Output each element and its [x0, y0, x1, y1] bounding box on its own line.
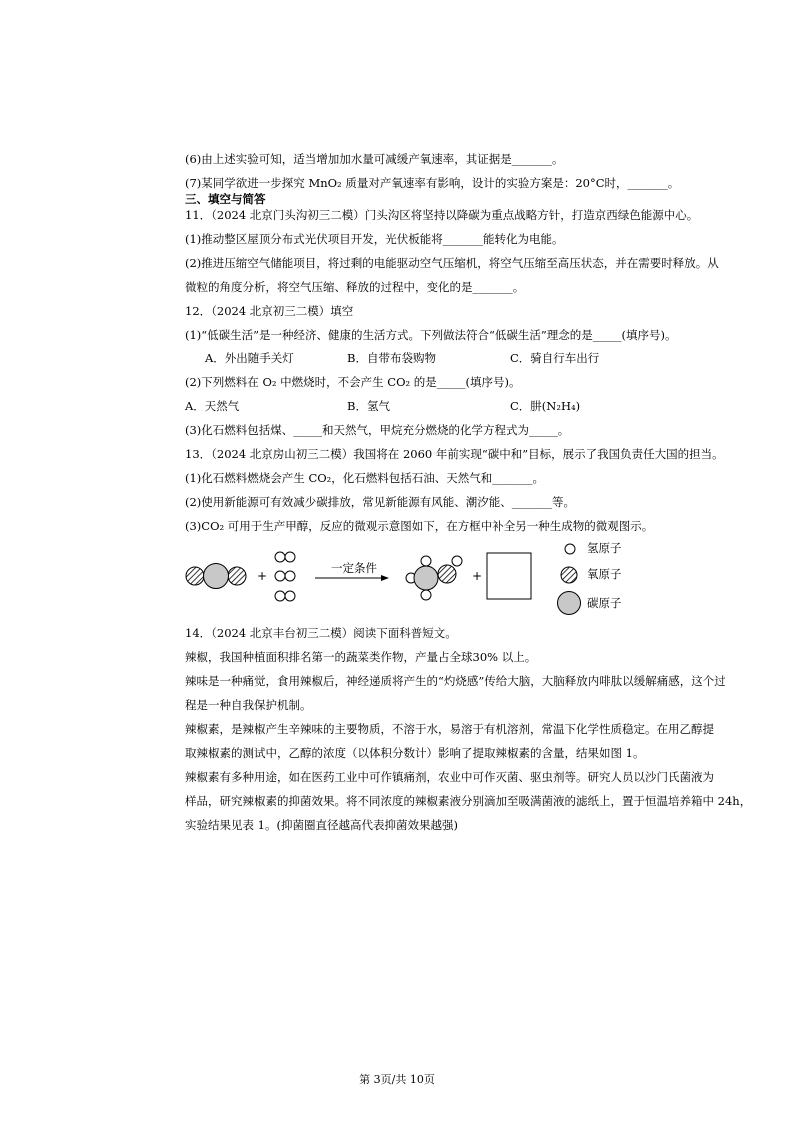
option-12-2-b: B．氢气	[347, 399, 390, 413]
section-heading: 三、填空与简答	[185, 192, 266, 206]
hydrogen-atom	[275, 552, 285, 562]
hydrogen-atom	[285, 552, 295, 562]
hydrogen-molecules	[275, 552, 295, 601]
hydrogen-atom	[275, 591, 285, 601]
hydrogen-atom	[275, 571, 285, 581]
question-12-part-1: (1)“低碳生活”是一种经济、健康的生活方式。下列做法符合“低碳生活”理念的是_____(填序号)。	[185, 328, 677, 342]
option-12-2-a: A．天然气	[185, 399, 240, 413]
question-12-part-3: (3)化石燃料包括煤、_____和天然气，甲烷充分燃烧的化学方程式为_____。	[185, 423, 570, 437]
question-13-stem: 13．（2024 北京房山初三二模）我国将在 2060 年前实现“碳中和”目标，展示了我国负责任大国的担当。	[185, 447, 724, 461]
carbon-atom	[414, 566, 438, 590]
reaction-diagram	[183, 540, 643, 632]
passage-paragraph-1: 辣椒，我国种植面积排名第一的蔬菜类作物，产量占全球30% 以上。	[185, 650, 537, 664]
legend-hydrogen-icon	[565, 544, 575, 554]
question-12-part-2: (2)下列燃料在 O₂ 中燃烧时，不会产生 CO₂ 的是_____(填序号)。	[185, 375, 521, 389]
option-12-1-b: B．自带布袋购物	[347, 351, 436, 365]
condition-label: 一定条件	[331, 561, 377, 575]
question-13-part-3: (3)CO₂ 可用于生产甲醇，反应的微观示意图如下，在方框中补全另一种生成物的微观图示。	[185, 519, 654, 533]
hydrogen-atom	[452, 556, 462, 566]
page-footer: 第 3页/共 10页	[359, 1073, 435, 1086]
passage-paragraph-3-line-1: 辣椒素，是辣椒产生辛辣味的主要物质，不溶于水，易溶于有机溶剂，常温下化学性质稳定。在用乙醇提	[185, 722, 714, 736]
answer-box	[487, 553, 531, 599]
reaction-svg	[183, 540, 643, 632]
question-11-stem: 11．（2024 北京门头沟初三二模）门头沟区将坚持以降碳为重点战略方针，打造京西绿色能源中心。	[185, 208, 699, 222]
legend-oxygen-label: 氧原子	[587, 567, 622, 581]
question-13-part-2: (2)使用新能源可有效减少碳排放，常见新能源有风能、潮汐能、_______等。	[185, 495, 576, 509]
oxygen-atom	[438, 565, 456, 583]
question-12-stem: 12．（2024 北京初三二模）填空	[185, 304, 354, 318]
legend-carbon-icon	[558, 592, 581, 615]
hydrogen-atom	[285, 591, 295, 601]
question-11-part-2-line-1: (2)推进压缩空气储能项目，将过剩的电能驱动空气压缩机，将空气压缩至高压状态，并在需要时释放。从	[185, 256, 719, 270]
legend-hydrogen-label: 氢原子	[587, 541, 622, 555]
oxygen-atom	[228, 567, 246, 585]
co2-molecule	[186, 564, 246, 589]
plus-sign-1: +	[257, 569, 268, 583]
plus-sign-2: +	[472, 569, 483, 583]
legend-oxygen-icon	[561, 567, 577, 583]
passage-paragraph-2-line-1: 辣味是一种痛觉，食用辣椒后，神经递质将产生的“灼烧感”传给大脑，大脑释放内啡肽以缓解痛感，这个过	[185, 674, 726, 688]
legend-carbon-label: 碳原子	[587, 596, 622, 610]
question-7: (7)某同学欲进一步探究 MnO₂ 质量对产氧速率有影响，设计的实验方案是：20°C时，_______。	[185, 176, 680, 190]
question-11-part-2-line-2: 微粒的角度分析，将空气压缩、释放的过程中，变化的是_______。	[185, 280, 525, 294]
question-11-part-1: (1)推动整区屋顶分布式光伏项目开发，光伏板能将_______能转化为电能。	[185, 232, 564, 246]
option-12-1-a: A．外出随手关灯	[205, 351, 294, 365]
oxygen-atom	[186, 567, 204, 585]
passage-paragraph-4-line-2: 样品，研究辣椒素的抑菌效果。将不同浓度的辣椒素液分别滴加至吸满菌液的滤纸上，置于恒温培养箱中 24h，	[185, 794, 752, 808]
question-14-stem: 14．（2024 北京丰台初三二模）阅读下面科普短文。	[185, 626, 457, 640]
question-13-part-1: (1)化石燃料燃烧会产生 CO₂，化石燃料包括石油、天然气和_______。	[185, 471, 545, 485]
methanol-molecule	[406, 556, 462, 600]
option-12-1-c: C．骑自行车出行	[510, 351, 600, 365]
hydrogen-atom	[421, 590, 431, 600]
hydrogen-atom	[421, 556, 431, 566]
passage-paragraph-4-line-3: 实验结果见表 1。(抑菌圈直径越高代表抑菌效果越强)	[185, 818, 458, 832]
arrow-head	[381, 575, 389, 581]
passage-paragraph-4-line-1: 辣椒素有多种用途，如在医药工业中可作镇痛剂，农业中可作灭菌、驱虫剂等。研究人员以沙门氏菌液为	[185, 770, 714, 784]
carbon-atom	[204, 564, 229, 589]
passage-paragraph-3-line-2: 取辣椒素的测试中，乙醇的浓度（以体积分数计）影响了提取辣椒素的含量，结果如图 1。	[185, 746, 645, 760]
option-12-2-c: C．肼(N₂H₄)	[510, 399, 581, 413]
passage-paragraph-2-line-2: 程是一种自我保护机制。	[185, 698, 312, 712]
question-6: (6)由上述实验可知，适当增加加水量可减缓产氧速率，其证据是_______。	[185, 152, 564, 166]
hydrogen-atom	[285, 571, 295, 581]
